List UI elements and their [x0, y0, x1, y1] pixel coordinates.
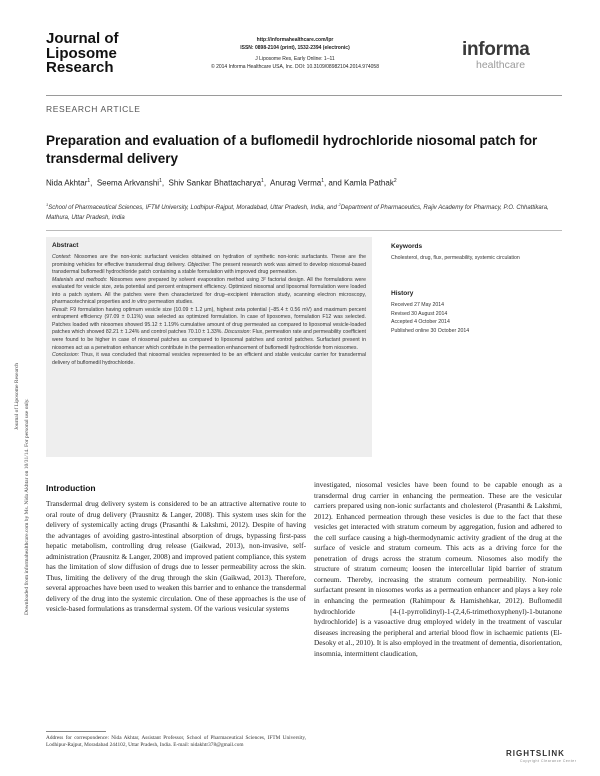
author-affil: 1 — [159, 178, 162, 184]
history-heading: History — [391, 290, 414, 297]
abstract-objective: : The present research work was aimed to develop niosomal-based transdermal buflomedil hydrochloride patch containing a stable formulation with improved drug permeation. — [52, 261, 366, 276]
history-item: Accepted 4 October 2014 — [391, 319, 450, 326]
abstract-heading: Abstract — [52, 242, 79, 249]
history-panel — [391, 290, 561, 335]
rightslink-logo[interactable]: RIGHTSLINK — [506, 749, 565, 758]
journal-copyright: © 2014 Informa Healthcare USA, Inc. DOI: 10.3109/08982104.2014.974058 — [211, 63, 379, 70]
abstract-label: Context — [52, 254, 70, 260]
author-affil: 1 — [261, 178, 264, 184]
abstract-result: : F9 formulation having optimum vesicle size (10.09 ± 1.2 μm), highest zeta potential (−85.4 ± 0.56 mV) and maximum percent entrapment efficiency (97.09 ± 0.11%) was selected as optimized formulation. In case of liposomes, formulation F12 was selected. Patches loaded with niosomes showed 95.12 ± 1.19% cumulative amount of drug permeated as compared to liposomal vesicle-loaded patches which showed 82.21 ± 1.24% and control patches 70.10 ± 1.33%. — [52, 306, 366, 336]
affil-num: 2 — [338, 202, 341, 207]
abstract-context: : Niosomes are the non-ionic surfactant vesicles obtained on hydration of synthetic non-ionic surfactants. These are the promising vehicles for effective transdermal drug delivery. — [52, 254, 366, 268]
introduction-right-column: investigated, niosomal vesicles have been found to be capable enough as a transdermal drug carrier in enhancing the permeation. These are the vesicular carriers prepared using non-ionic surfactants and cholesterol (Prasanthi & Lakshmi, 2012). Enhanced permeation through these vesicles is due to the fact that these vesicles get interacted with stratum corneum by aggregation, fusion and adhered to the cell surface causing a high-thermodynamic activity gradient of the drug at the surface of vesicle and stratum corneum. This acts as a driving force for the penetration of drugs across the stratum corneum. Niosomes also modify the structure of stratum corneum; loosen the intercellular lipid barrier of stratum corneum. Thereby, increasing the stratum corneum permeability. Non-ionic surfactant present in niosomes works as a permeation enhancer and plays a key role in enhancing the permeation (Rahimpour & Hamishehkar, 2012). Buflomedil hydrochloride [4-(1-pyrrolidinyl)-1-(2,4,6-trimethoxyphenyl)-1-butanone hydrochloride] is a vasoactive drug employed widely in the treatment of vascular diseases increasing the peripheral and arterial blood flow in ischaemic patients (El-Desoky et al., 2010). It is also employed in the treatment of dementia, disorientation, insomnia, intermittent claudication, — [314, 480, 562, 658]
author-list: Nida Akhtar$^1$, Seema Arkvanshi$^1$, Shiv Sankar Bhattacharya$^1$, Anurag Verma$^1$, and Kamla Pathak$^2$ — [46, 178, 397, 188]
abstract-label: Materials and methods — [52, 276, 107, 283]
journal-header-info — [180, 37, 410, 71]
author-name: Shiv Sankar Bhattacharya — [168, 178, 262, 188]
publisher-name: informa — [462, 39, 530, 60]
affiliations — [46, 200, 566, 223]
journal-url[interactable]: http://informahealthcare.com/lpr — [256, 37, 334, 43]
abstract-italic: in vitro — [131, 299, 147, 306]
journal-issn: ISSN: 0898-2104 (print), 1532-2394 (electronic) — [240, 44, 350, 51]
abstract-text — [52, 254, 366, 367]
and-word: and — [328, 178, 342, 188]
author-name: Kamla Pathak — [344, 178, 394, 188]
keywords-heading: Keywords — [391, 243, 423, 250]
margin-journal-note: Journal of Liposome Research — [14, 362, 20, 430]
article-title: Preparation and evaluation of a buflomedil hydrochloride niosomal patch for transdermal delivery — [46, 133, 538, 166]
history-item: Revised 30 August 2014 — [391, 310, 448, 317]
history-item: Received 27 May 2014 — [391, 302, 445, 308]
correspondence-footnote: Address for correspondence: Nida Akhtar, Assistant Professor, School of Pharmaceutical Sciences, IFTM University, Lodhipur-Rajput, Moradabad 244102, Uttar Pradesh, India. E-mail: nidakhtr378@gmail.com — [46, 735, 306, 748]
abstract-discussion: : Flux, permeation rate and permeability coefficient were found to be higher in case of niosomal patches as compared to liposomal patches and control patches. Surfactant present in niosomes act as a penetration enhancer which contribute in the permeation enhancement of buflomedil hydrochloride from niosomes. — [52, 329, 366, 351]
abstract-label: Result — [52, 306, 67, 313]
author-affil: 1 — [87, 178, 91, 184]
author-name: Seema Arkvanshi — [96, 178, 160, 188]
author-name: Nida Akhtar — [46, 178, 88, 188]
abstract-label: Conclusion — [52, 352, 78, 359]
abstract-conclusion: : Thus, it was concluded that niosomal vesicles represented to be an efficient and stable vesicular carrier for transdermal delivery of buflomedil hydrochloride. — [52, 352, 366, 366]
rightslink-sub: Copyright Clearance Center — [520, 759, 577, 763]
publisher-sub: healthcare — [476, 59, 526, 71]
author-affil: 1 — [321, 178, 324, 184]
keywords-text: Cholesterol, drug, flux, permeability, systemic circulation — [391, 255, 520, 261]
introduction-heading: Introduction — [46, 483, 96, 493]
article-type: RESEARCH ARTICLE — [46, 104, 141, 114]
introduction-left-column: Transdermal drug delivery system is considered to be an attractive alternative route to oral route of drug delivery (Prausnitz & Langer, 2008). This system uses skin for the delivery of systemically acting drugs (Prasanthi & Lakshmi, 2012). Despite of having the advantages of avoiding gastro-intestinal absorption of drugs, bypassing first-pass hepatic metabolism, controlling drug release (Gaikwad, 2013), non-invasive, self-administration (Prausnitz & Langer, 2008) and improved patient compliance, this system has the limitation of slow diffusion of drugs due to lesser permeability across the skin. Thus, limiting the delivery of the drug through the skin (Gaikwad, 2013). Therefore, several approaches have been used to weaken this barrier and to enhance the transdermal delivery of the drug into the systemic circulation. One of these approaches is the use of vesicle-based formulations as transdermal system. Of the various vesicular systems — [46, 499, 306, 614]
author-affil: 2 — [393, 178, 397, 184]
keywords-panel — [391, 243, 561, 263]
abstract-methods-end: permeation studies. — [146, 299, 194, 306]
affiliation-1: School of Pharmaceutical Sciences, IFTM University, Lodhipur-Rajput, Moradabad, Uttar Pradesh, India, and — [48, 205, 339, 211]
header-divider — [46, 95, 562, 96]
journal-citation: J Liposome Res, Early Online: 1–11 — [255, 56, 335, 63]
journal-name: Journal of Liposome Research — [46, 30, 119, 76]
abstract-methods: : Niosomes were prepared by solvent evaporation method using 3² factorial design. All the formulations were evaluated for vesicle size, zeta potential and percent entrapment efficiency. Optimized niosomal and liposomal formulation were loaded into a patch system. All the patches were then characterized for drug–excipient interaction study, scanning electron microscopy, pharmacotechnical properties and — [52, 276, 366, 306]
affil-divider — [46, 230, 562, 231]
publisher-logo — [462, 41, 562, 71]
abstract-label: Discussion — [224, 329, 250, 336]
author-name: Anurag Verma — [270, 178, 322, 188]
margin-download-note: Downloaded from informahealthcare.com by Ms. Nida Akhtar on 10/31/14. For personal use only. — [24, 398, 30, 615]
affiliation-2: Department of Pharmaceutics, Rajiv Academy for Pharmacy, P.O. Chhattikara, Mathura, Uttar Pradesh, India — [46, 205, 549, 221]
history-item: Published online 30 October 2014 — [391, 327, 470, 334]
footnote-divider — [46, 731, 106, 732]
abstract-label: Objective — [187, 261, 210, 268]
affil-num: 1 — [46, 202, 49, 207]
